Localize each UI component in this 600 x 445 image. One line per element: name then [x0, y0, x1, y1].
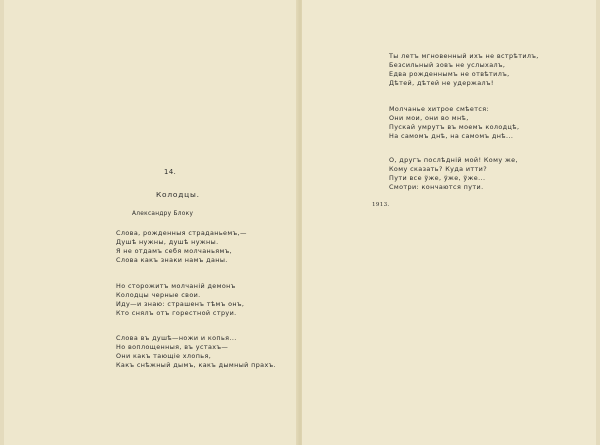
verse-line: О, другъ послѣдній мой! Кому же, [389, 156, 518, 164]
verse-line: Безсильный зовъ не услыхалъ, [389, 61, 506, 69]
verse-line: Молчанье хитрое смѣется: [389, 105, 490, 113]
poem-dedication: Александру Блоку [132, 211, 194, 217]
verse-line: Пускай умрутъ въ моемъ колодцѣ, [389, 123, 520, 131]
poem-title: Колодцы. [156, 190, 200, 199]
left-page [0, 0, 298, 445]
verse-line: Дѣтей, дѣтей не удержалъ! [389, 79, 494, 87]
verse-line: Ты летъ мгновенный ихъ не встрѣтилъ, [389, 52, 539, 60]
verse-line: Какъ снѣжный дымъ, какъ дымный прахъ. [116, 361, 277, 369]
poem-number: 14. [164, 168, 177, 176]
page-edge [0, 0, 4, 445]
verse-line: Но воплощенныя, въ устахъ— [116, 343, 229, 351]
verse-line: Но сторожитъ молчаній демонъ [116, 282, 236, 290]
verse-line: Я не отдамъ себя молчаньямъ, [116, 247, 233, 255]
verse-line: Душѣ нужны, душѣ нужны. [116, 238, 219, 246]
verse-line: На самомъ днѣ, на самомъ днѣ... [389, 132, 514, 140]
verse-line: Смотри: кончаются пути. [389, 183, 484, 191]
stanza-5 [389, 105, 519, 141]
stanza-1 [116, 229, 247, 265]
verse-line: Кому сказать? Куда итти? [389, 165, 488, 173]
verse-line: Слова въ душѣ—ножи и копья... [116, 334, 237, 342]
verse-line: Иду—и знаю: страшенъ тѣмъ онъ, [116, 300, 245, 308]
stanza-2 [116, 282, 244, 318]
verse-line: Они какъ тающіе хлопья, [116, 352, 212, 360]
verse-line: Едва рожденнымъ не отвѣтилъ, [389, 70, 510, 78]
page-edge [596, 0, 600, 445]
stanza-6 [389, 156, 518, 192]
verse-line: Колодцы черные свои. [116, 291, 201, 299]
verse-line: Они мои, они во мнѣ, [389, 114, 469, 122]
poem-year: 1913. [372, 202, 390, 208]
verse-line: Кто снялъ отъ горестной струи. [116, 309, 237, 317]
stanza-4 [389, 52, 539, 88]
verse-line: Пути все ўже, ўже, ўже... [389, 174, 486, 182]
verse-line: Слова какъ знаки намъ даны. [116, 256, 228, 264]
stanza-3 [116, 334, 276, 370]
verse-line: Слова, рожденныя страданьемъ,— [116, 229, 247, 237]
